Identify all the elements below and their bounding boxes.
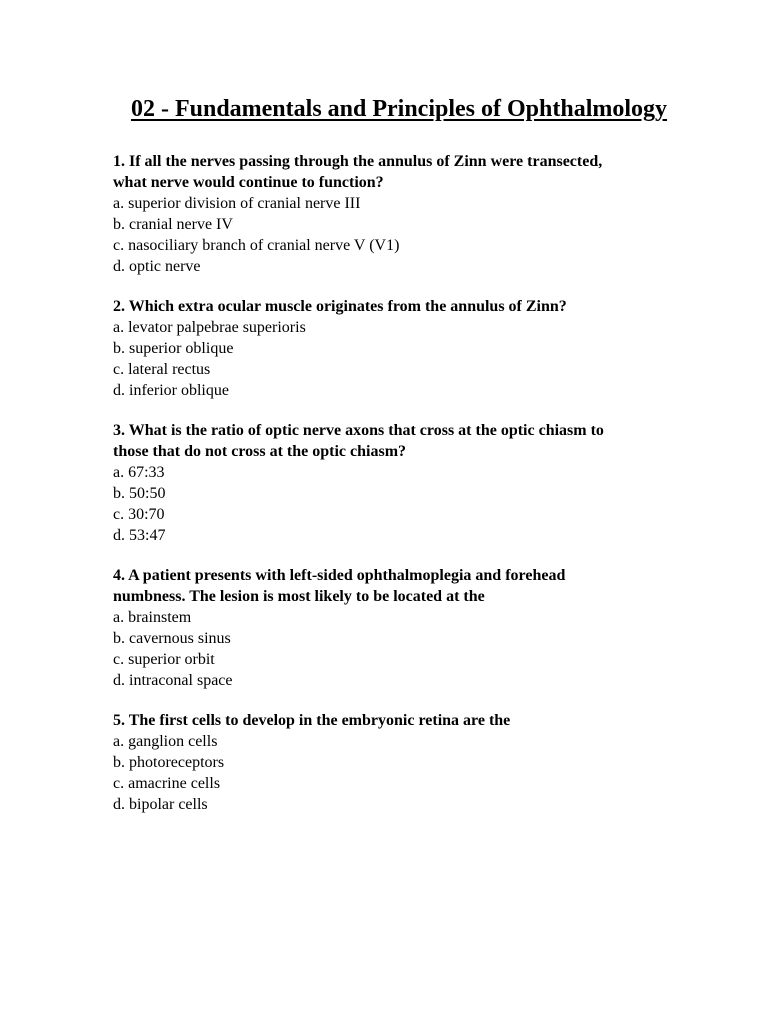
- answer-options: [113, 317, 733, 401]
- answer-option-a: a. superior division of cranial nerve III: [113, 195, 361, 212]
- answer-option-c: c. lateral rectus: [113, 361, 211, 378]
- answer-options: [113, 193, 733, 277]
- question-stem-line: those that do not cross at the optic chiasm?: [113, 443, 407, 460]
- answer-option-b: b. cranial nerve IV: [113, 216, 233, 233]
- answer-options: [113, 462, 733, 546]
- answer-option-a: a. 67:33: [113, 464, 165, 481]
- answer-option-c: c. superior orbit: [113, 651, 215, 668]
- question-stem: [113, 296, 733, 317]
- answer-option-b: b. cavernous sinus: [113, 630, 231, 647]
- question-stem: [113, 151, 733, 193]
- answer-option-d: d. optic nerve: [113, 258, 201, 275]
- answer-option-a: a. levator palpebrae superioris: [113, 319, 306, 336]
- answer-option-b: b. 50:50: [113, 485, 166, 502]
- answer-option-c: c. 30:70: [113, 506, 165, 523]
- answer-option-d: d. bipolar cells: [113, 796, 208, 813]
- answer-options: [113, 607, 733, 691]
- answer-option-b: b. superior oblique: [113, 340, 234, 357]
- question-3: [113, 420, 733, 546]
- question-stem-line: 2. Which extra ocular muscle originates from the annulus of Zinn?: [113, 298, 567, 315]
- question-4: [113, 565, 733, 691]
- question-stem-line: 5. The first cells to develop in the embryonic retina are the: [113, 712, 511, 729]
- question-stem: [113, 710, 733, 731]
- answer-option-a: a. ganglion cells: [113, 733, 218, 750]
- answer-option-d: d. 53:47: [113, 527, 166, 544]
- question-list: [113, 151, 733, 834]
- question-stem-line: 3. What is the ratio of optic nerve axons that cross at the optic chiasm to: [113, 422, 604, 439]
- question-stem: [113, 420, 733, 462]
- question-stem: [113, 565, 733, 607]
- question-stem-line: 1. If all the nerves passing through the annulus of Zinn were transected,: [113, 153, 603, 170]
- answer-option-c: c. nasociliary branch of cranial nerve V (V1): [113, 237, 400, 254]
- question-stem-line: what nerve would continue to function?: [113, 174, 384, 191]
- answer-option-d: d. intraconal space: [113, 672, 233, 689]
- question-5: [113, 710, 733, 815]
- answer-option-b: b. photoreceptors: [113, 754, 225, 771]
- answer-option-d: d. inferior oblique: [113, 382, 229, 399]
- question-2: [113, 296, 733, 401]
- question-stem-line: numbness. The lesion is most likely to be located at the: [113, 588, 485, 605]
- answer-option-a: a. brainstem: [113, 609, 192, 626]
- answer-option-c: c. amacrine cells: [113, 775, 221, 792]
- question-1: [113, 151, 733, 277]
- question-stem-line: 4. A patient presents with left-sided ophthalmoplegia and forehead: [113, 567, 566, 584]
- answer-options: [113, 731, 733, 815]
- document-title: 02 - Fundamentals and Principles of Ophthalmology: [130, 96, 668, 122]
